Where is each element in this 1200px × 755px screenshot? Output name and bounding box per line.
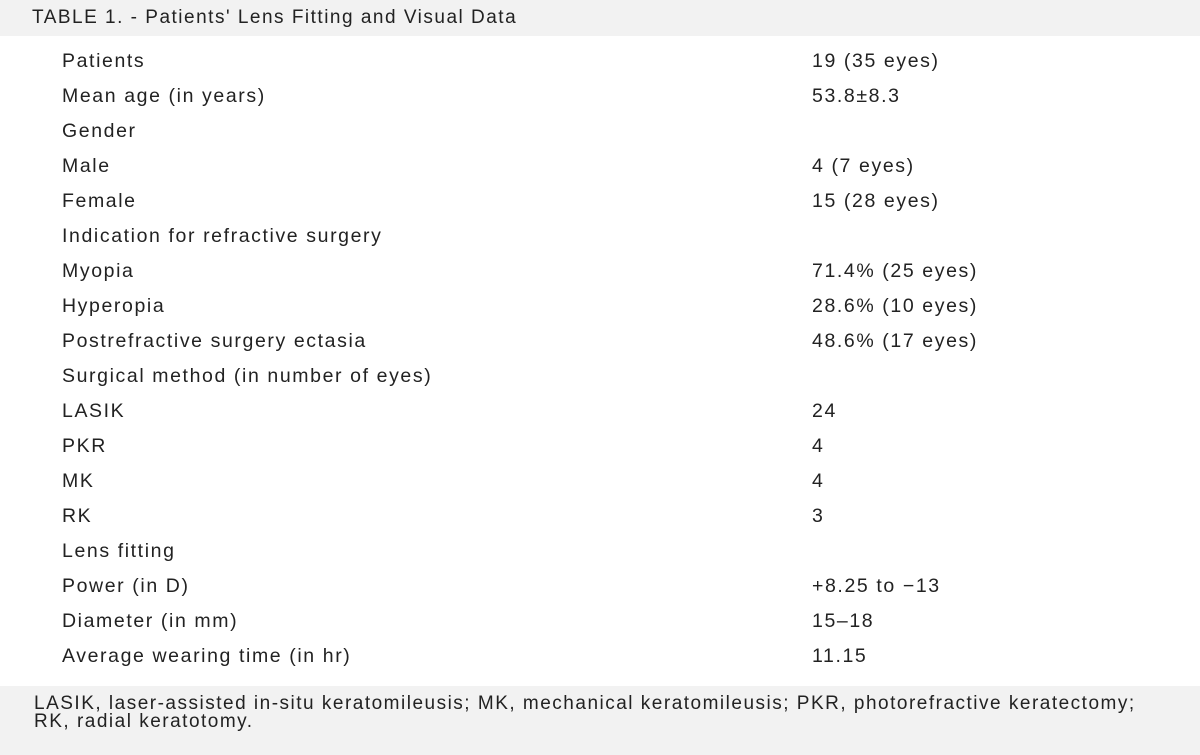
table-row [0,324,1200,359]
row-label: Surgical method (in number of eyes) [62,365,433,387]
row-value: 28.6% (10 eyes) [812,295,978,317]
table-row [0,114,1200,149]
row-value: 4 [812,435,825,457]
row-value: 71.4% (25 eyes) [812,260,978,282]
row-value: 15 (28 eyes) [812,190,940,212]
table-row [0,429,1200,464]
row-value: 48.6% (17 eyes) [812,330,978,352]
row-label: LASIK [62,400,126,422]
row-label: Hyperopia [62,295,166,317]
row-label: Mean age (in years) [62,85,266,107]
table-row [0,639,1200,674]
row-label: Indication for refractive surgery [62,225,383,247]
table-caption-text: TABLE 1. - Patients' Lens Fitting and Visual Data [32,7,518,28]
row-value: 4 (7 eyes) [812,155,915,177]
row-label: Patients [62,50,146,72]
table-row [0,184,1200,219]
row-value: +8.25 to −13 [812,575,941,597]
row-label: Male [62,155,111,177]
row-label: Average wearing time (in hr) [62,645,352,667]
table-caption [0,0,1200,36]
row-label: Female [62,190,137,212]
row-value: 24 [812,400,837,422]
row-label: RK [62,505,93,527]
table-row [0,289,1200,324]
row-label: Lens fitting [62,540,176,562]
row-value: 53.8±8.3 [812,85,901,107]
table-row [0,219,1200,254]
table-row [0,44,1200,79]
row-label: MK [62,470,95,492]
table-footnote-text: LASIK, laser-assisted in-situ keratomileusis; MK, mechanical keratomileusis; PKR, photorefractive keratectomy; RK, radial keratotomy. [34,693,1136,732]
row-value: 4 [812,470,825,492]
table-row [0,569,1200,604]
table-row [0,534,1200,569]
row-label: Power (in D) [62,575,190,597]
row-label: Gender [62,120,137,142]
table-row [0,254,1200,289]
table-row [0,79,1200,114]
table-row [0,604,1200,639]
table-row [0,394,1200,429]
row-label: Myopia [62,260,135,282]
data-table [0,44,1200,674]
row-label: PKR [62,435,107,457]
table-row [0,149,1200,184]
table-row [0,359,1200,394]
row-label: Postrefractive surgery ectasia [62,330,367,352]
table-footnote [0,686,1200,755]
row-value: 3 [812,505,825,527]
table-row [0,464,1200,499]
row-value: 11.15 [812,645,868,667]
table-row [0,499,1200,534]
row-label: Diameter (in mm) [62,610,239,632]
row-value: 15–18 [812,610,875,632]
row-value: 19 (35 eyes) [812,50,940,72]
